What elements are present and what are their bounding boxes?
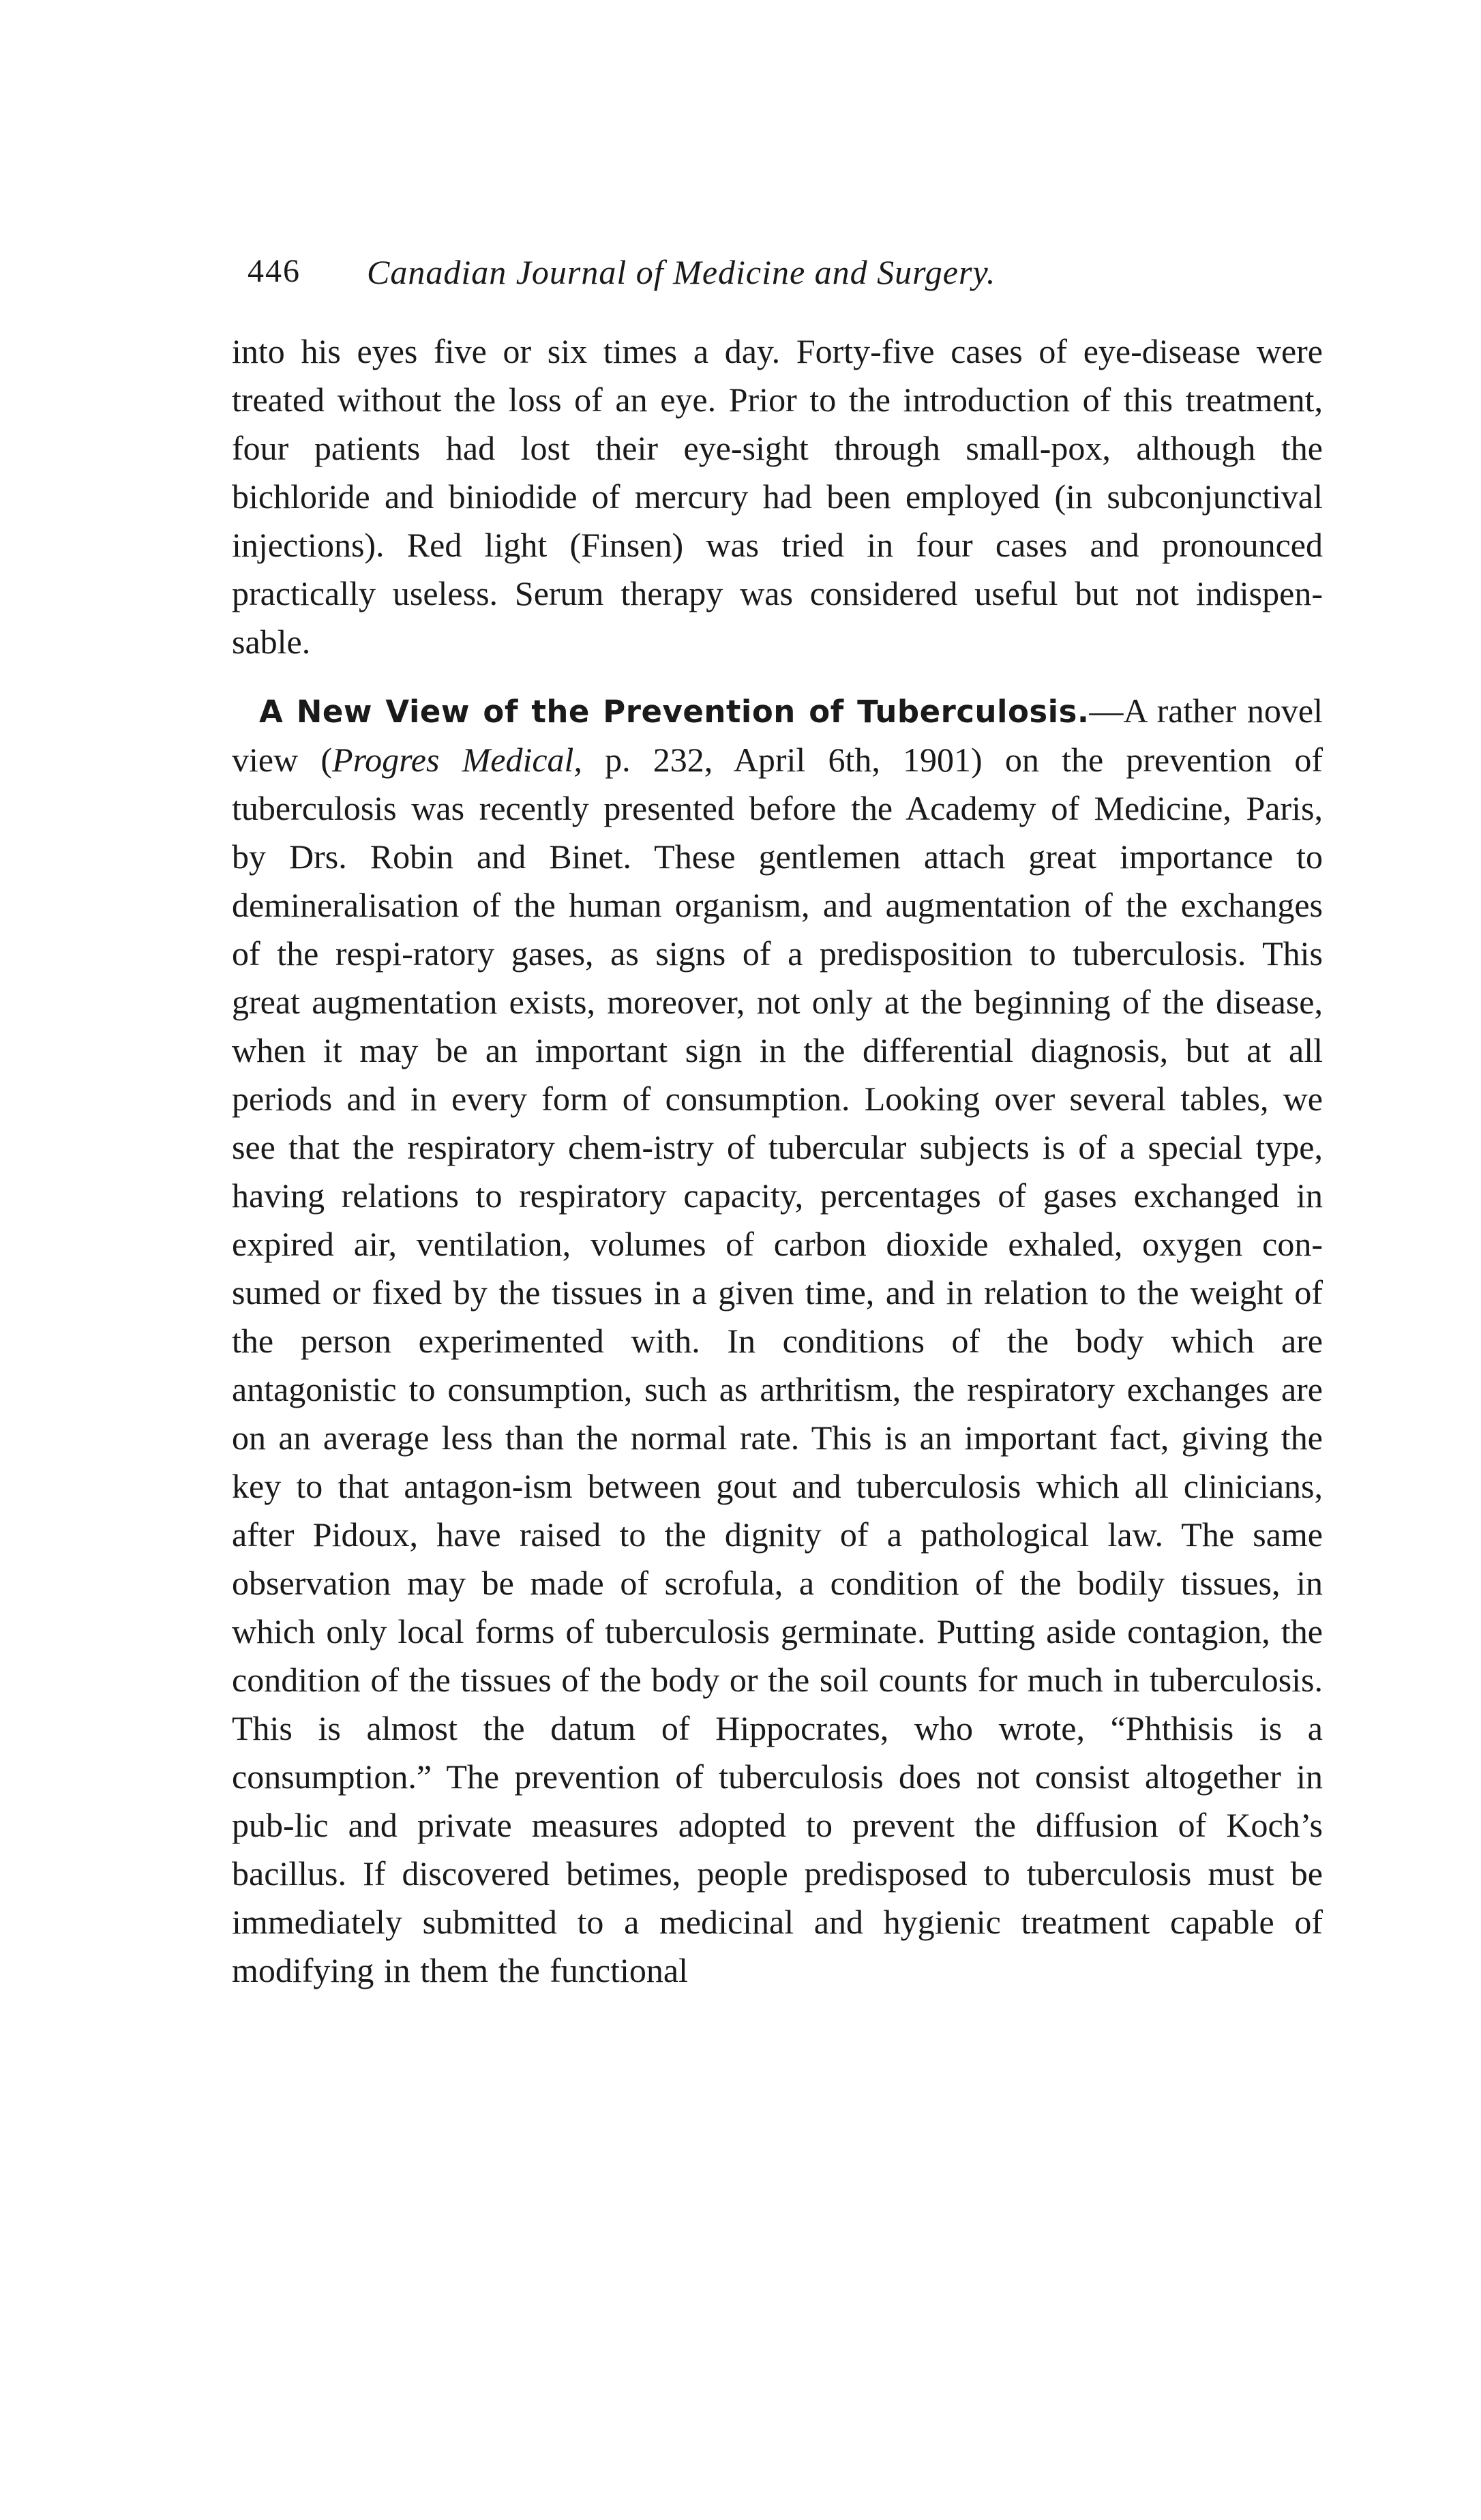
- citation-journal: Progres Medical,: [332, 741, 582, 779]
- page-header: [248, 252, 1311, 293]
- paragraph-eye-treatment: into his eyes five or six times a day. Forty-five cases of eye-disease were treated without the loss of an eye. Prior to the introduction of this treatment, four patients had lost their eye-sight through small-pox, although the bichloride and biniodide of mercury had been employed (in subconjunctival injections). Red light (Finsen) was tried in four cases and pronounced practically useless. Serum therapy was considered useful but not indispen-sable.: [232, 332, 1323, 661]
- heading-dash: —: [1089, 692, 1124, 730]
- paragraph-tuberculosis: [232, 687, 1323, 1995]
- page-number: 446: [248, 253, 301, 289]
- paragraph-text: p. 232, April 6th, 1901) on the prevention of tuberculosis was recently presented before the Academy of Medicine, Paris, by Drs. Robin and Binet. These gentlemen attach great importance to demineralisation of the human organism, and augmentation of the exchanges of the respi-ratory gases, as signs of a predisposition to tuberculosis. This great augmentation exists, moreover, not only at the beginning of the disease, when it may be an important sign in the differential diagnosis, but at all periods and in every form of consumption. Looking over several tables, we see that the respiratory chem-istry of tubercular subjects is of a special type, having relations to respiratory capacity, percentages of gases exchanged in expired air, ventilation, volumes of carbon dioxide exhaled, oxygen con-sumed or fixed by the tissues in a given time, and in relation to the weight of the person experimented with. In conditions of the body which are antagonistic to consumption, such as arthritism, the respiratory exchanges are on an average less than the normal rate. This is an important fact, giving the key to that antagon-ism between gout and tuberculosis which all clinicians, after Pidoux, have raised to the dignity of a pathological law. The same observation may be made of scrofula, a condition of the bodily tissues, in which only local forms of tuberculosis germinate. Putting aside contagion, the condition of the tissues of the body or the soil counts for much in tuberculosis. This is almost the datum of Hippocrates, who wrote, “Phthisis is a consumption.” The prevention of tuberculosis does not consist altogether in pub-lic and private measures adopted to prevent the diffusion of Koch’s bacillus. If discovered betimes, people predisposed to tuberculosis must be immediately submitted to a medicinal and hygienic treatment capable of modifying in them the functional: [232, 741, 1323, 1989]
- running-title: Canadian Journal of Medicine and Surgery.: [367, 253, 996, 291]
- article-body: [232, 327, 1323, 1995]
- paragraph-lead: A rather novel view (: [232, 692, 1323, 779]
- section-heading: A New View of the Prevention of Tuberculosis.: [259, 694, 1090, 730]
